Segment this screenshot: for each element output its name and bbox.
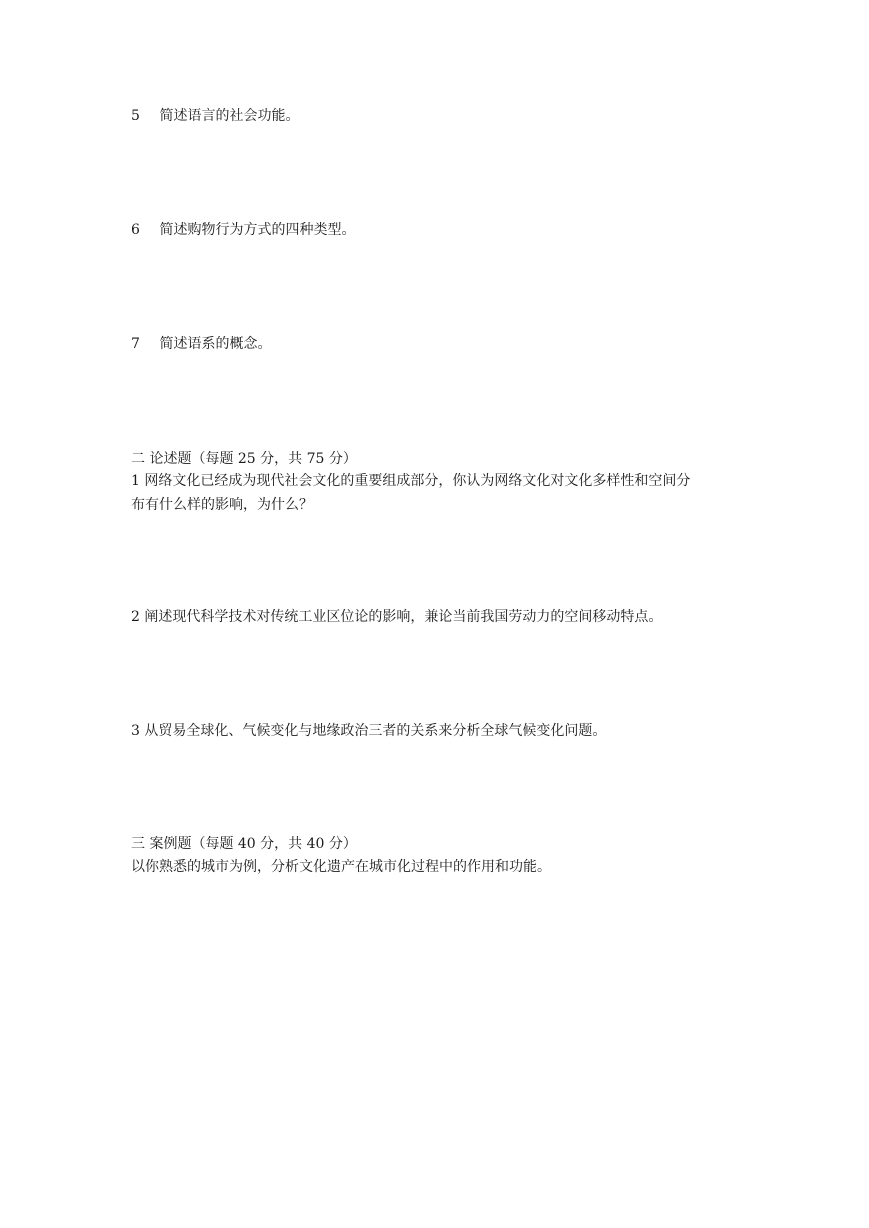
question-text: 简述语系的概念。: [159, 336, 272, 352]
question-6: [131, 219, 751, 241]
question-7: [131, 333, 751, 355]
question-number: 7: [131, 336, 140, 352]
question-5: [131, 105, 751, 127]
essay-question-3: 3 从贸易全球化、气候变化与地缘政治三者的关系来分析全球气候变化问题。: [131, 723, 607, 739]
essay-question-2: 2 阐述现代科学技术对传统工业区位论的影响，兼论当前我国劳动力的空间移动特点。: [131, 609, 663, 625]
essay-question-1-line-2: 布有什么样的影响，为什么？: [131, 497, 313, 513]
case-section-heading: 三 案例题（每题 40 分，共 40 分）: [131, 836, 357, 852]
question-number: 6: [131, 222, 140, 238]
essay-question-1-line-1: 1 网络文化已经成为现代社会文化的重要组成部分，你认为网络文化对文化多样性和空间分: [131, 473, 691, 489]
case-question: 以你熟悉的城市为例，分析文化遗产在城市化过程中的作用和功能。: [131, 859, 551, 875]
question-text: 简述购物行为方式的四种类型。: [159, 222, 356, 238]
question-number: 5: [131, 108, 140, 124]
question-text: 简述语言的社会功能。: [159, 108, 300, 124]
essay-section-heading: 二 论述题（每题 25 分，共 75 分）: [131, 451, 357, 467]
